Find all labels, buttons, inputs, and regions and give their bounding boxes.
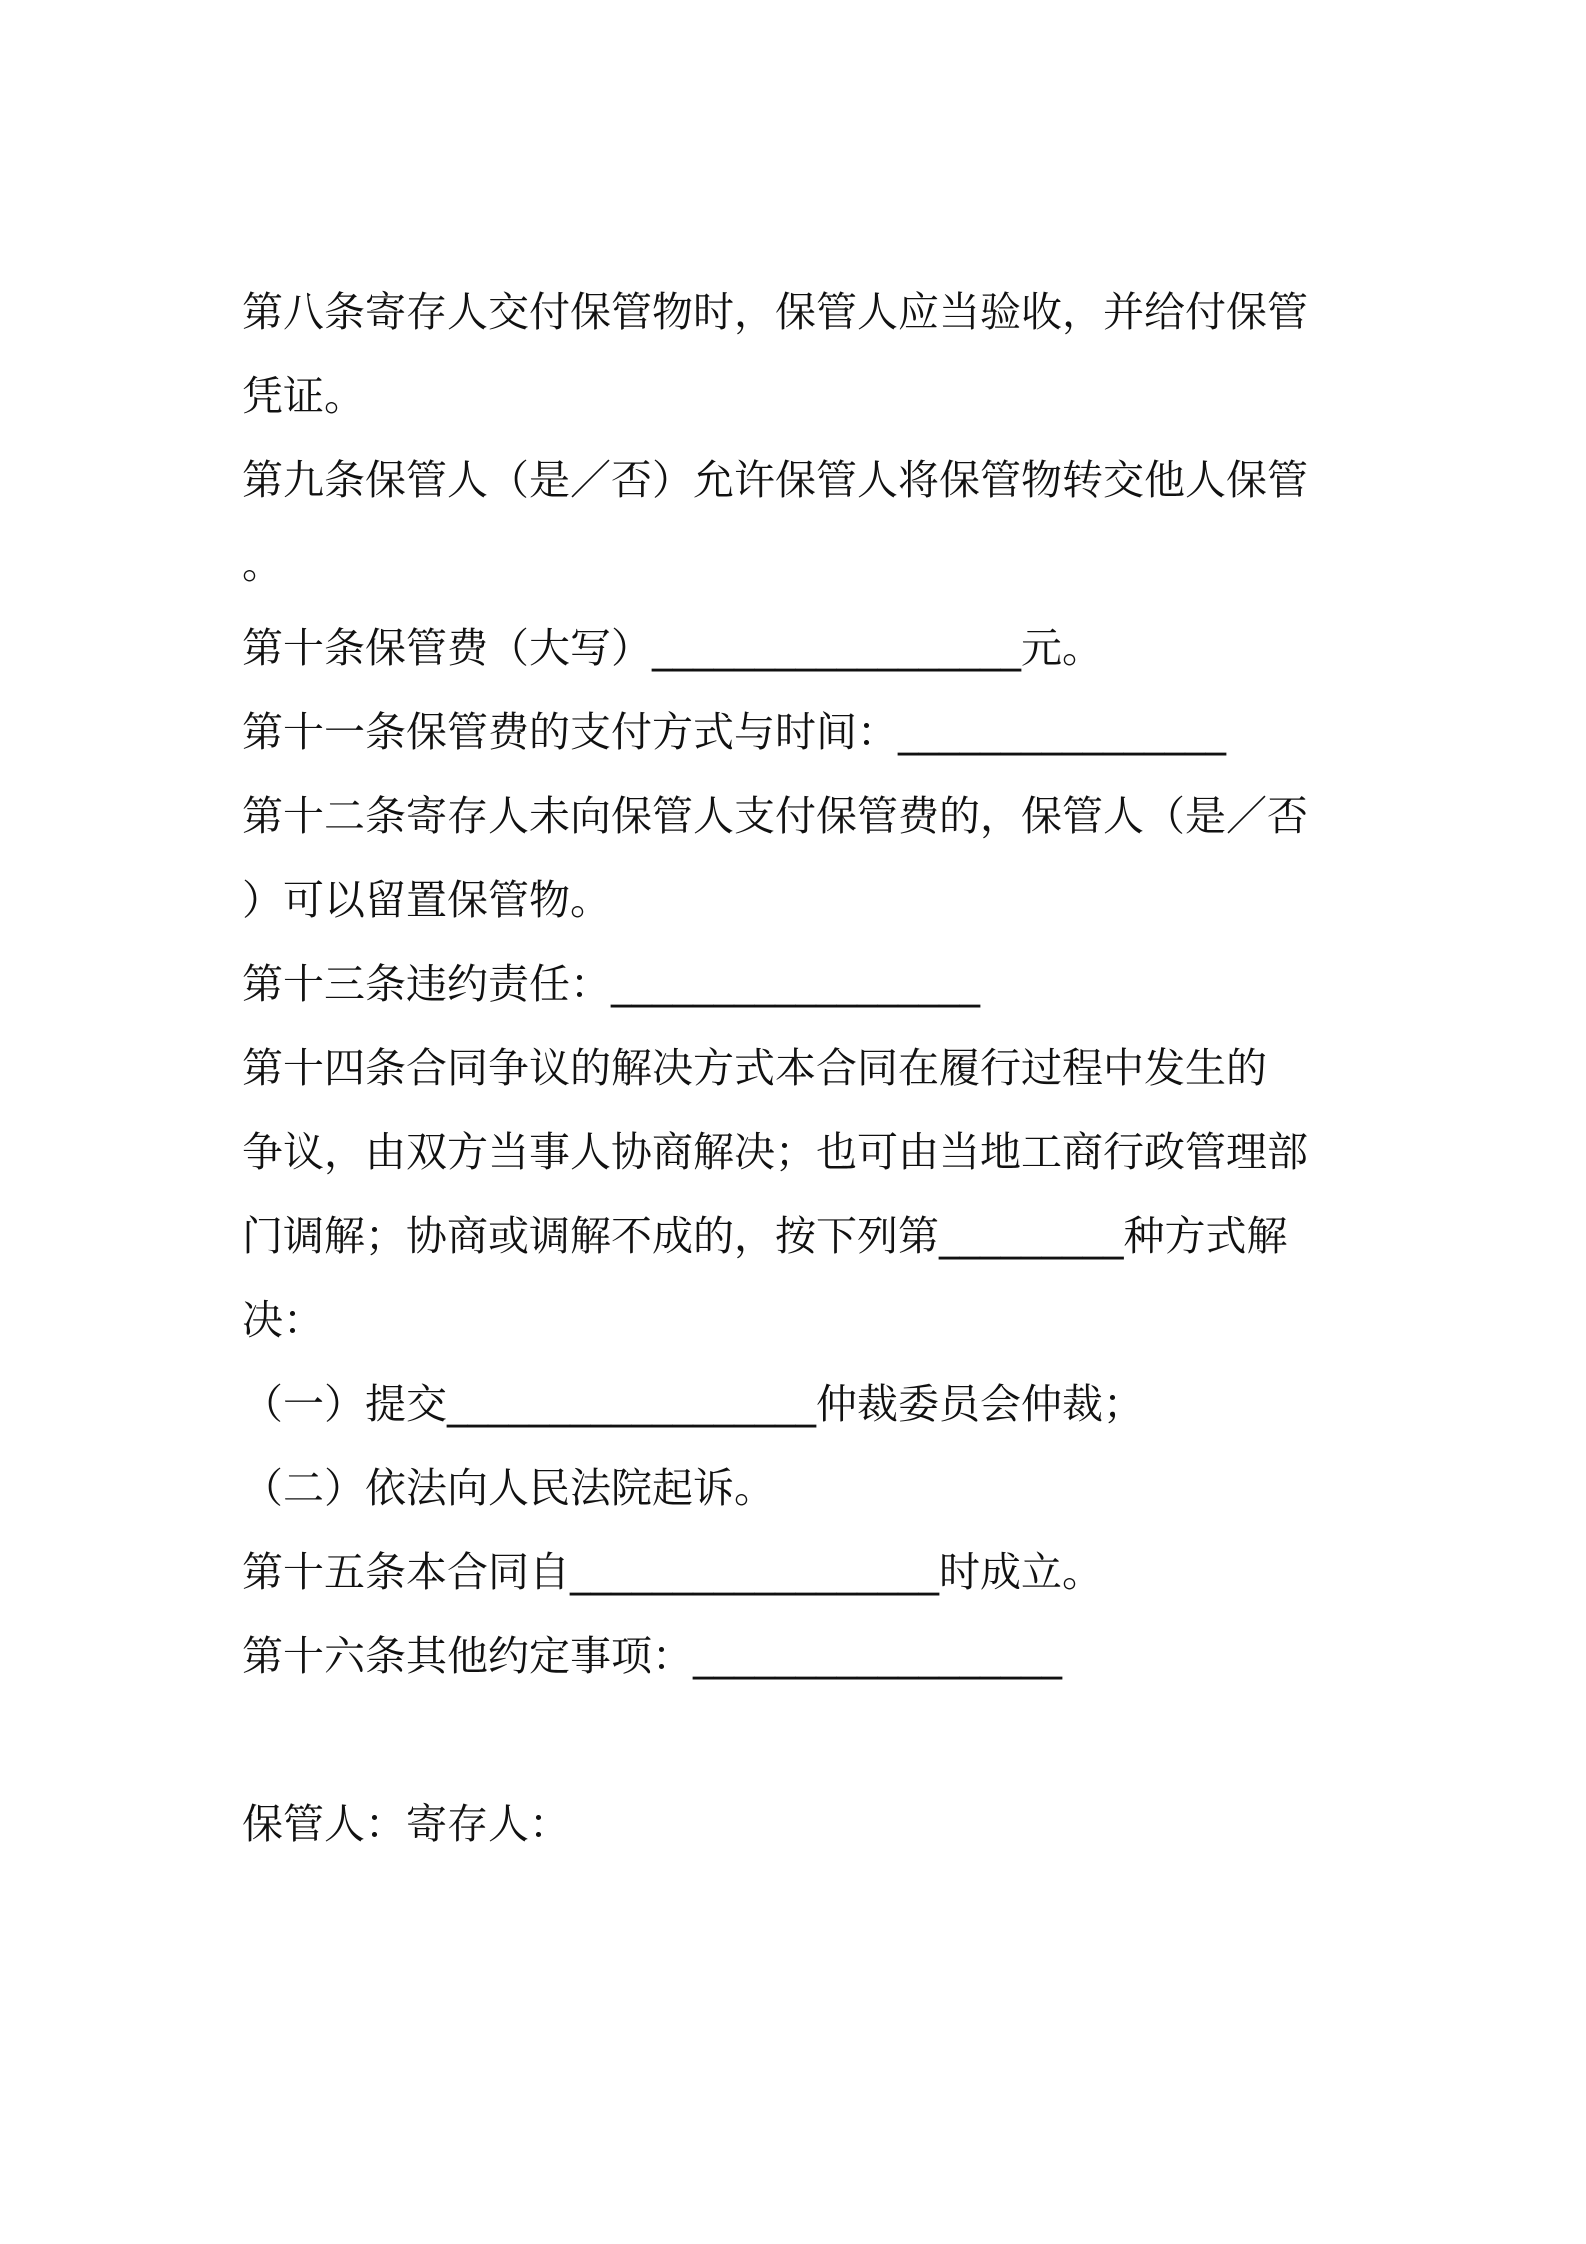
contract-body <box>242 270 1362 1866</box>
article-14-line-2: 争议，由双方当事人协商解决；也可由当地工商行政管理部 <box>242 1128 1308 1176</box>
article-10: 第十条保管费（大写）__________________元。 <box>242 624 1103 672</box>
article-12-line-1: 第十二条寄存人未向保管人支付保管费的，保管人（是／否 <box>242 792 1308 840</box>
article-9-line-1: 第九条保管人（是／否）允许保管人将保管物转交他人保管 <box>242 456 1308 504</box>
article-15: 第十五条本合同自__________________时成立。 <box>242 1548 1103 1596</box>
article-16: 第十六条其他约定事项：__________________ <box>242 1632 1062 1680</box>
article-9-line-2: 。 <box>242 540 283 588</box>
signature-line: 保管人：寄存人： <box>242 1800 570 1848</box>
spacer <box>242 1698 1362 1782</box>
option-1: （一）提交__________________仲裁委员会仲裁； <box>242 1380 1144 1428</box>
article-14-line-4: 决： <box>242 1296 324 1344</box>
article-14-line-3: 门调解；协商或调解不成的，按下列第_________种方式解 <box>242 1212 1288 1260</box>
article-8-line-1: 第八条寄存人交付保管物时，保管人应当验收，并给付保管 <box>242 288 1308 336</box>
article-14-line-1: 第十四条合同争议的解决方式本合同在履行过程中发生的 <box>242 1044 1267 1092</box>
article-12-line-2: ）可以留置保管物。 <box>242 876 611 924</box>
article-13: 第十三条违约责任：__________________ <box>242 960 980 1008</box>
article-11: 第十一条保管费的支付方式与时间：________________ <box>242 708 1226 756</box>
option-2: （二）依法向人民法院起诉。 <box>242 1464 775 1512</box>
article-8-line-2: 凭证。 <box>242 372 365 420</box>
